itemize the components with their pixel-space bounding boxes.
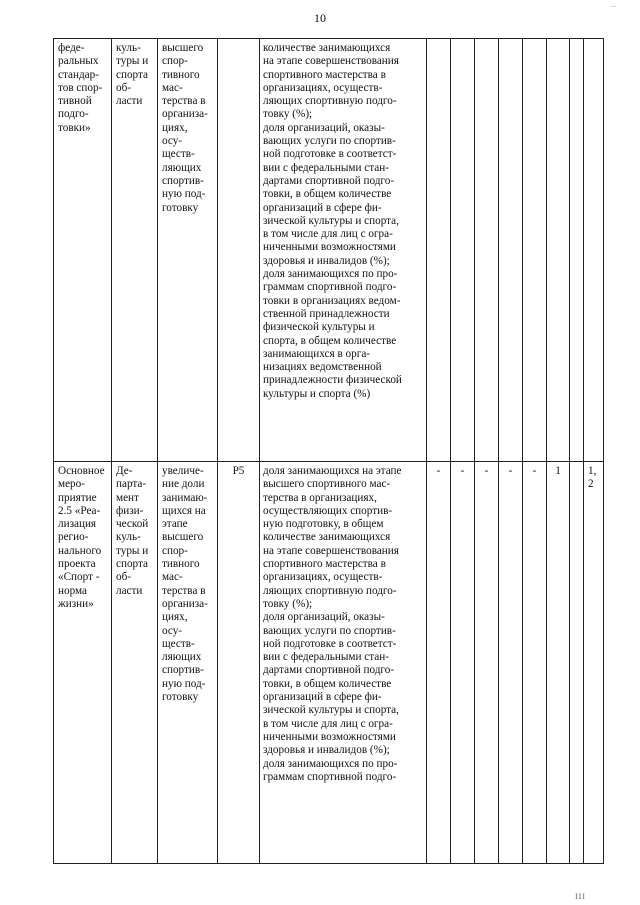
cell-mark bbox=[451, 39, 475, 462]
text-line: ляющих спортивную подго- bbox=[263, 584, 397, 597]
text-line: спортив- bbox=[162, 664, 204, 677]
text-line: низациях ведомственной bbox=[263, 361, 382, 374]
text-line: приятие bbox=[58, 491, 97, 504]
text-line: феде- bbox=[58, 42, 85, 54]
text-line: организациях, осуществ- bbox=[263, 571, 383, 584]
text-line: регио- bbox=[58, 531, 89, 544]
text-line: высшего bbox=[162, 42, 204, 54]
text-line: ную под- bbox=[162, 188, 206, 201]
text-line: циях, bbox=[162, 121, 188, 134]
text-line: организа- bbox=[162, 597, 208, 610]
text-line: осу- bbox=[162, 624, 183, 637]
text-line: терства в bbox=[162, 95, 206, 108]
cell-goal bbox=[158, 462, 218, 864]
text-line: «Спорт - bbox=[58, 571, 100, 584]
text-line: Основное bbox=[58, 465, 105, 477]
text-line: ной подготовке в соответст- bbox=[263, 148, 397, 161]
cell-mark bbox=[523, 39, 547, 462]
text-line: тивной bbox=[58, 95, 92, 108]
cell-executor bbox=[112, 39, 158, 462]
text-line: здоровья и инвалидов (%); bbox=[263, 254, 390, 267]
cell-mark: - bbox=[499, 462, 523, 864]
text-line: занимающихся в орга- bbox=[263, 347, 371, 360]
text-line: спор- bbox=[162, 544, 188, 557]
text-line: ласти bbox=[116, 584, 143, 597]
text-line: ласти bbox=[116, 95, 143, 108]
text-line: парта- bbox=[116, 478, 147, 491]
text-line: количестве занимающихся bbox=[263, 42, 391, 54]
text-line: вии с федеральными стан- bbox=[263, 161, 389, 174]
text-line: доля организаций, оказы- bbox=[263, 611, 385, 624]
text-line: нального bbox=[58, 544, 102, 557]
text-line: организаций в сфере фи- bbox=[263, 201, 382, 214]
text-line: ческой bbox=[116, 518, 149, 531]
text-line: ственной принадлежности bbox=[263, 307, 390, 320]
table-row bbox=[54, 39, 604, 462]
text-line: осу- bbox=[162, 135, 183, 148]
cell-mark: - bbox=[427, 462, 451, 864]
cell-last bbox=[584, 39, 604, 462]
text-line: тов спор- bbox=[58, 81, 103, 94]
cell-mark bbox=[427, 39, 451, 462]
text-line: спортивного мастерства в bbox=[263, 68, 386, 81]
text-line: высшего спортивного мас- bbox=[263, 478, 391, 491]
cell-mark: 1 bbox=[547, 462, 570, 864]
text-line: ниченными возможностями bbox=[263, 730, 396, 743]
cell-mark bbox=[475, 39, 499, 462]
text-line: норма bbox=[58, 584, 87, 597]
corner-mark: ... bbox=[610, 0, 616, 9]
text-line: ляющих bbox=[162, 651, 202, 664]
cell-mark bbox=[570, 462, 584, 864]
cell-mark bbox=[570, 39, 584, 462]
text-line: в том числе для лиц с огра- bbox=[263, 228, 393, 241]
cell-executor bbox=[112, 462, 158, 864]
text-line: зической культуры и спорта, bbox=[263, 214, 399, 227]
text-line: 2.5 «Реа- bbox=[58, 504, 101, 517]
cell-mark: - bbox=[475, 462, 499, 864]
text-line: тивного bbox=[162, 558, 200, 571]
text-line: спор- bbox=[162, 55, 188, 68]
text-line: товку (%); bbox=[263, 108, 313, 121]
text-line: меро- bbox=[58, 478, 85, 491]
text-line: зической культуры и спорта, bbox=[263, 704, 399, 717]
text-line: ществ- bbox=[162, 637, 195, 650]
text-line: проекта bbox=[58, 558, 96, 571]
text-line: ществ- bbox=[162, 148, 195, 161]
text-line: принадлежности физической bbox=[263, 374, 402, 387]
text-line: вающих услуги по спортив- bbox=[263, 135, 396, 148]
text-line: куль- bbox=[116, 531, 141, 544]
text-line: дартами спортивной подго- bbox=[263, 664, 395, 677]
text-line: увеличе- bbox=[162, 465, 204, 477]
text-line: доля занимающихся по про- bbox=[263, 268, 398, 281]
cell-event-name bbox=[54, 39, 112, 462]
text-line: занимаю- bbox=[162, 491, 208, 504]
cell-code bbox=[218, 39, 260, 462]
text-line: товку (%); bbox=[263, 597, 313, 610]
text-line: высшего bbox=[162, 531, 204, 544]
text-line: товки в организациях ведом- bbox=[263, 294, 401, 307]
text-line: подго- bbox=[58, 108, 89, 121]
cell-mark: - bbox=[451, 462, 475, 864]
text-line: об- bbox=[116, 81, 132, 94]
text-line: организаций в сфере фи- bbox=[263, 691, 382, 704]
text-line: граммам спортивной подго- bbox=[263, 281, 397, 294]
document-table bbox=[53, 38, 604, 864]
cell-indicators bbox=[260, 39, 427, 462]
text-line: терства в bbox=[162, 584, 206, 597]
text-line: ние доли bbox=[162, 478, 205, 491]
text-line: доля занимающихся по про- bbox=[263, 757, 398, 770]
text-line: спорта bbox=[116, 558, 148, 571]
text-line: готовку bbox=[162, 691, 199, 704]
text-line: граммам спортивной подго- bbox=[263, 770, 397, 783]
text-line: доля организаций, оказы- bbox=[263, 121, 385, 134]
text-line: щихся на bbox=[162, 504, 206, 517]
text-line: ную подготовку, в общем bbox=[263, 518, 384, 531]
text-line: жизни» bbox=[58, 597, 94, 610]
text-line: на этапе совершенствования bbox=[263, 544, 399, 557]
cell-mark bbox=[499, 39, 523, 462]
text-line: организа- bbox=[162, 108, 208, 121]
text-line: ральных bbox=[58, 55, 99, 68]
text-line: мас- bbox=[162, 81, 183, 94]
text-line: спорта, в общем количестве bbox=[263, 334, 397, 347]
cell-mark: - bbox=[523, 462, 547, 864]
text-line: доля занимающихся на этапе bbox=[263, 465, 402, 477]
cell-goal bbox=[158, 39, 218, 462]
cell-event-name bbox=[54, 462, 112, 864]
text-line: этапе bbox=[162, 518, 188, 531]
text-line: Де- bbox=[116, 465, 133, 477]
cell-code: Р5 bbox=[218, 462, 260, 864]
text-line: туры и bbox=[116, 544, 149, 557]
table-row bbox=[54, 462, 604, 864]
text-line: ляющих bbox=[162, 161, 202, 174]
text-line: дартами спортивной подго- bbox=[263, 174, 395, 187]
text-line: на этапе совершенствования bbox=[263, 55, 399, 68]
text-line: культуры и спорта (%) bbox=[263, 387, 371, 400]
text-line: спорта bbox=[116, 68, 148, 81]
text-line: количестве занимающихся bbox=[263, 531, 391, 544]
text-line: физической культуры и bbox=[263, 321, 375, 334]
text-line: ную под- bbox=[162, 677, 206, 690]
cell-last: 1, 2 bbox=[584, 462, 604, 864]
cell-indicators bbox=[260, 462, 427, 864]
text-line: физи- bbox=[116, 504, 144, 517]
text-line: товки, в общем количестве bbox=[263, 188, 392, 201]
text-line: мент bbox=[116, 491, 139, 504]
text-line: организациях, осуществ- bbox=[263, 81, 383, 94]
text-line: здоровья и инвалидов (%); bbox=[263, 744, 390, 757]
text-line: товки, в общем количестве bbox=[263, 677, 392, 690]
text-line: куль- bbox=[116, 42, 141, 54]
text-line: туры и bbox=[116, 55, 149, 68]
text-line: ной подготовке в соответст- bbox=[263, 637, 397, 650]
text-line: спортив- bbox=[162, 174, 204, 187]
text-line: ниченными возможностями bbox=[263, 241, 396, 254]
text-line: ляющих спортивную подго- bbox=[263, 95, 397, 108]
text-line: циях, bbox=[162, 611, 188, 624]
text-line: мас- bbox=[162, 571, 183, 584]
footer-mark: III bbox=[575, 892, 586, 901]
cell-mark bbox=[547, 39, 570, 462]
text-line: об- bbox=[116, 571, 132, 584]
text-line: товки» bbox=[58, 121, 91, 134]
text-line: вии с федеральными стан- bbox=[263, 651, 389, 664]
text-line: в том числе для лиц с огра- bbox=[263, 717, 393, 730]
text-line: готовку bbox=[162, 201, 199, 214]
text-line: вающих услуги по спортив- bbox=[263, 624, 396, 637]
text-line: тивного bbox=[162, 68, 200, 81]
page-number: 10 bbox=[314, 11, 326, 25]
text-line: терства в организациях, bbox=[263, 491, 377, 504]
text-line: осуществляющих спортив- bbox=[263, 504, 393, 517]
text-line: стандар- bbox=[58, 68, 99, 81]
text-line: лизация bbox=[58, 518, 97, 531]
text-line: спортивного мастерства в bbox=[263, 558, 386, 571]
